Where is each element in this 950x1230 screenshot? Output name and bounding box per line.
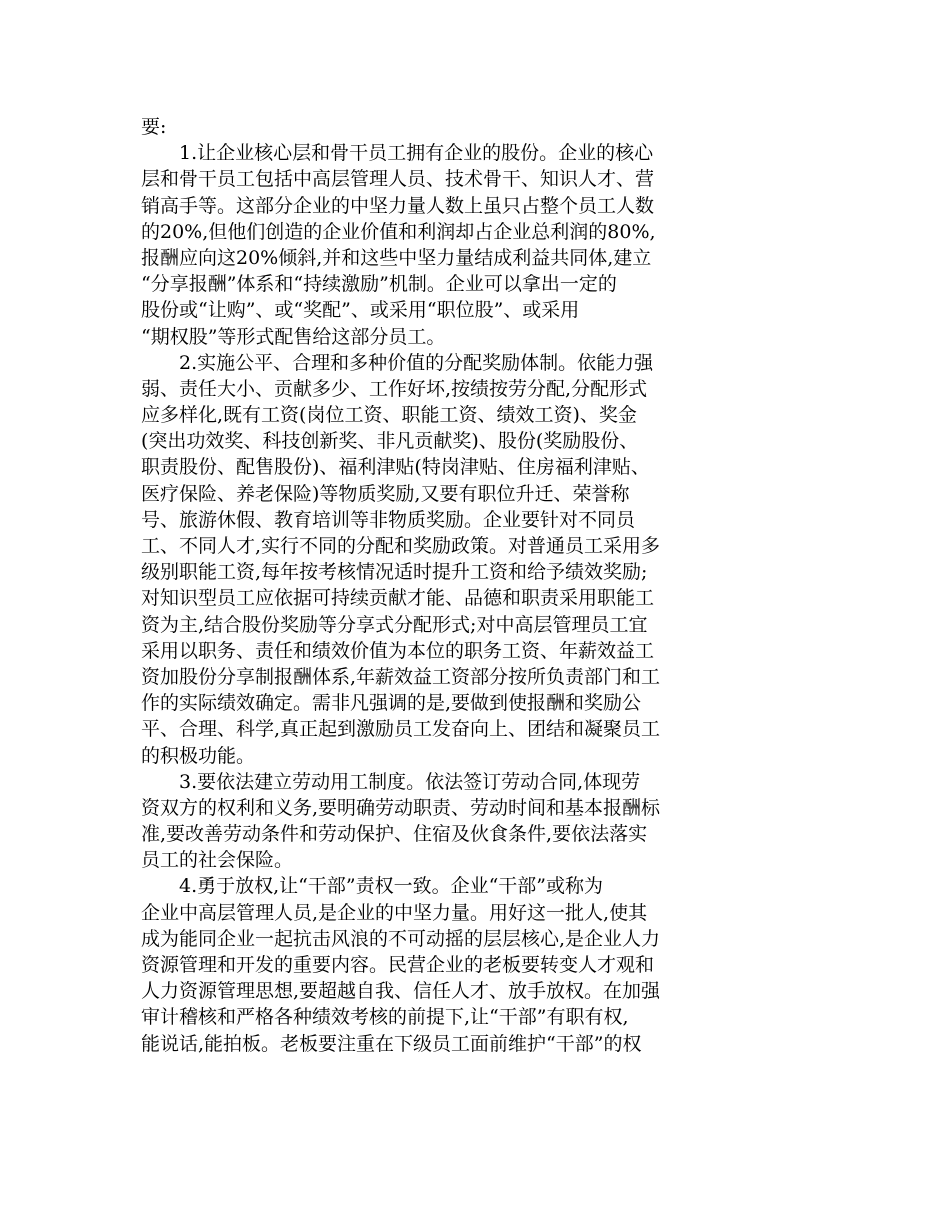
paragraph-2-start: 2.实施公平、合理和多种价值的分配奖励体制。依能力强	[179, 351, 654, 374]
text-line: 股份或“让购”、或“奖配”、或采用“职位股”、或采用	[141, 299, 580, 322]
text-line: 级别职能工资,每年按考核情况适时提升工资和给予绩效奖励;	[141, 561, 648, 584]
text-line: 工、不同人才,实行不同的分配和奖励政策。对普通员工采用多	[141, 535, 661, 557]
text-line: 职责股份、配售股份)、福利津贴(特岗津贴、住房福利津贴、	[141, 456, 650, 479]
paragraph-3-start: 3.要依法建立劳动用工制度。依法签订劳动合同,体现劳	[179, 770, 641, 793]
text-line: 企业中高层管理人员,是企业的中坚力量。用好这一批人,使其	[141, 901, 648, 924]
text-line: 要:	[141, 116, 167, 138]
text-line: 资双方的权利和义务,要明确劳动职责、劳动时间和基本报酬标	[141, 796, 661, 819]
text-line: 报酬应向这20%倾斜,并和这些中坚力量结成利益共同体,建立	[141, 246, 652, 269]
text-line: 医疗保险、养老保险)等物质奖励,又要有职位升迁、荣誉称	[141, 482, 630, 505]
text-line: 销高手等。这部分企业的中坚力量人数上虽只占整个员工人数	[141, 194, 655, 217]
document-body	[141, 114, 746, 1057]
text-line: 层和骨干员工包括中高层管理人员、技术骨干、知识人才、营	[141, 168, 655, 191]
text-line: 采用以职务、责任和绩效价值为本位的职务工资、年薪效益工	[141, 639, 655, 662]
text-line: 准,要改善劳动条件和劳动保护、住宿及伙食条件,要依法落实	[141, 823, 648, 846]
text-line: 弱、责任大小、贡献多少、工作好坏,按绩按劳分配,分配形式	[141, 377, 648, 400]
text-line: (突出功效奖、科技创新奖、非凡贡献奖)、股份(奖励股份、	[141, 430, 639, 453]
text-line: 成为能同企业一起抗击风浪的不可动摇的层层核心,是企业人力	[141, 927, 661, 950]
text-line: 的20%,但他们创造的企业价值和利润却占企业总利润的80%,	[141, 220, 656, 243]
text-line: 应多样化,既有工资(岗位工资、职能工资、绩效工资)、奖金	[141, 404, 637, 427]
paragraph-1-start: 1.让企业核心层和骨干员工拥有企业的股份。企业的核心	[179, 142, 654, 165]
text-line: 号、旅游休假、教育培训等非物质奖励。企业要针对不同员	[141, 508, 636, 531]
text-line: 对知识型员工应依据可持续贡献才能、品德和职责采用职能工	[141, 587, 655, 610]
text-line: 的积极功能。	[141, 744, 256, 767]
text-line: 人力资源管理思想,要超越自我、信任人才、放手放权。在加强	[141, 980, 661, 1003]
text-line: 资加股份分享制报酬体系,年薪效益工资部分按所负责部门和工	[141, 665, 661, 688]
text-line: 资源管理和开发的重要内容。民营企业的老板要转变人才观和	[141, 954, 655, 976]
text-line: 平、合理、科学,真正起到激励员工发奋向上、团结和凝聚员工	[141, 718, 661, 741]
text-line: 作的实际绩效确定。需非凡强调的是,要做到使报酬和奖励公	[141, 692, 642, 715]
paragraph-4-start: 4.勇于放权,让“干部”责权一致。企业“干部”或称为	[179, 875, 604, 898]
text-line: 审计稽核和严格各种绩效考核的前提下,让“干部”有职有权,	[141, 1006, 629, 1029]
text-line: 员工的社会保险。	[141, 849, 294, 872]
text-line: 资为主,结合股份奖励等分享式分配形式;对中高层管理员工宜	[141, 613, 648, 636]
text-line: “分享报酬”体系和“持续激励”机制。企业可以拿出一定的	[141, 273, 617, 296]
text-line: “期权股”等形式配售给这部分员工。	[141, 325, 446, 348]
text-line: 能说话,能拍板。老板要注重在下级员工面前维护“干部”的权	[141, 1032, 642, 1055]
